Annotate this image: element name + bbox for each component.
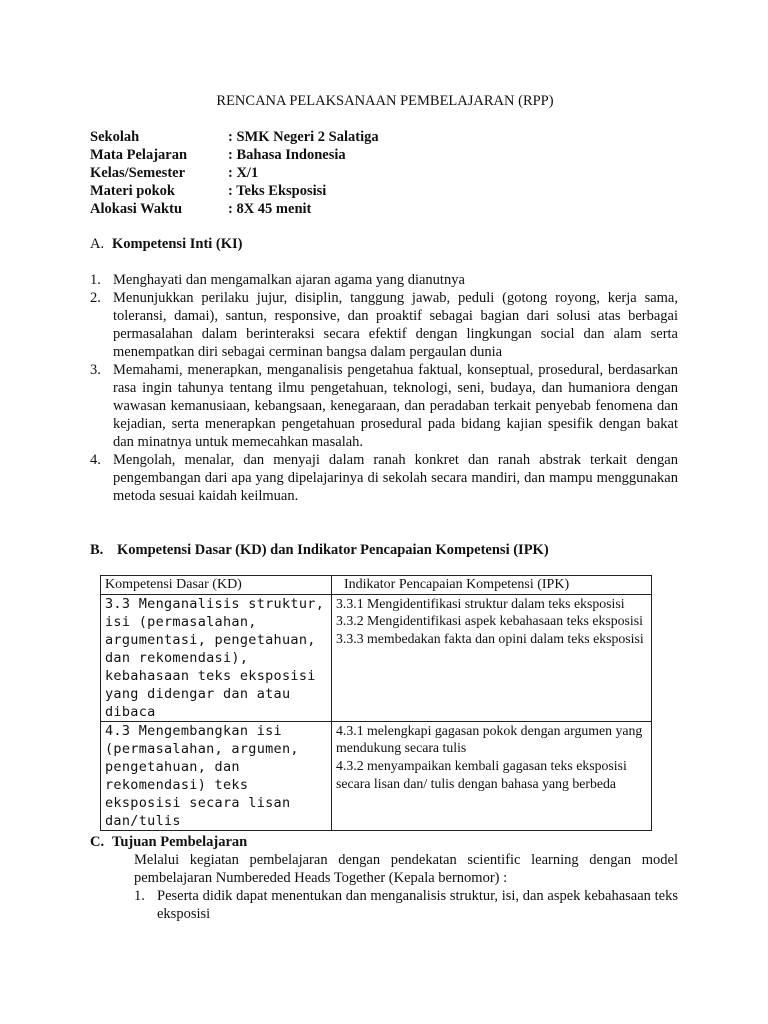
list-item xyxy=(90,271,678,289)
info-value: : Bahasa Indonesia xyxy=(228,147,346,163)
section-letter: B. xyxy=(90,542,104,558)
kd-cell xyxy=(101,594,332,721)
table-header-ipk: Indikator Pencapaian Kompetensi (IPK) xyxy=(332,576,652,595)
info-label: Sekolah xyxy=(90,129,140,145)
info-label: Mata Pelajaran xyxy=(90,147,188,163)
info-row-mata-pelajaran xyxy=(90,146,379,164)
list-text: Memahami, menerapkan, menganalisis pengetahua faktual, konseptual, prosedural, berdasarkan rasa ingin tahunya tentang ilmu pengetahuan, teknologi, seni, budaya, dan humaniora dengan wawasan kemanusiaan, kebangsaan, kenegaraan, dan peradaban terkait penyebab fenomena dan kejadian, serta menerapkan pengetahuan prosedural pada bidang kajian spesifik dengan bakat dan minatnya untuk memecahkan masalah. xyxy=(113,362,678,450)
section-letter: A. xyxy=(90,236,105,252)
kd-cell xyxy=(101,721,332,830)
ipk-item: 4.3.2 menyampaikan kembali gagasan teks eksposisi secara lisan dan/ tulis dengan bahasa yang berbeda xyxy=(336,758,627,791)
info-block xyxy=(90,128,379,218)
tujuan-intro: Melalui kegiatan pembelajaran dengan pendekatan scientific learning dengan model pembelajaran Numbereded Heads Together (Kepala bernomor) : xyxy=(134,852,678,886)
list-number: 4. xyxy=(90,452,101,468)
info-value: : SMK Negeri 2 Salatiga xyxy=(228,129,379,145)
list-text: Menunjukkan perilaku jujur, disiplin, tanggung jawab, peduli (gotong royong, kerja sama, toleransi, damai), santun, responsive, dan proaktif sebagai bagian dari solusi atas berbagai permasalahan dalam berinteraksi secara efektif dengan lingkungan social dan alam serta menempatkan diri sebagai cerminan bangsa dalam pergaulan dunia xyxy=(113,290,678,360)
table-row xyxy=(101,721,652,830)
ki-list xyxy=(90,271,678,505)
section-title: Kompetensi Inti (KI) xyxy=(112,236,243,252)
list-item xyxy=(90,451,678,505)
list-text: Mengolah, menalar, dan menyaji dalam ranah konkret dan ranah abstrak terkait dengan pengembangan dari apa yang dipelajarinya di sekolah secara mandiri, dan mampu menggunakan metoda sesuai kaidah keilmuan. xyxy=(113,452,678,504)
list-number: 1. xyxy=(134,888,145,904)
section-a-heading xyxy=(90,235,243,253)
list-number: 3. xyxy=(90,362,101,378)
list-number: 1. xyxy=(90,272,101,288)
list-item xyxy=(134,887,678,923)
kd-text: 3.3 Menganalisis struktur, isi (permasalahan, argumentasi, pengetahuan, dan rekomendasi), kebahasaan teks eksposisi yang didengar dan atau dibaca xyxy=(105,595,325,720)
table-row xyxy=(101,594,652,721)
section-c-heading xyxy=(90,833,247,851)
ipk-item: 3.3.1 Mengidentifikasi struktur dalam teks eksposisi xyxy=(336,595,625,611)
kd-text: 4.3 Mengembangkan isi (permasalahan, argumen, pengetahuan, dan rekomendasi) teks eksposisi secara lisan dan/tulis xyxy=(105,722,299,829)
kd-ipk-table xyxy=(100,575,652,831)
section-letter: C. xyxy=(90,834,105,850)
info-value: : 8X 45 menit xyxy=(228,201,312,217)
ipk-item: 4.3.1 melengkapi gagasan pokok dengan argumen yang mendukung secara tulis xyxy=(336,722,643,756)
info-row-alokasi-waktu xyxy=(90,200,379,218)
ipk-item: 3.3.3 membedakan fakta dan opini dalam teks eksposisi xyxy=(336,631,644,647)
info-label: Alokasi Waktu xyxy=(90,201,183,217)
list-text: Peserta didik dapat menentukan dan menganalisis struktur, isi, dan aspek kebahasaan teks eksposisi xyxy=(157,888,678,922)
info-value: : Teks Eksposisi xyxy=(228,183,327,199)
ipk-cell xyxy=(332,721,652,830)
list-text: Menghayati dan mengamalkan ajaran agama yang dianutnya xyxy=(113,272,465,288)
section-title: Kompetensi Dasar (KD) dan Indikator Pencapaian Kompetensi (IPK) xyxy=(117,542,549,558)
list-item xyxy=(90,289,678,361)
info-row-sekolah xyxy=(90,128,379,146)
section-b-heading xyxy=(90,541,549,559)
tujuan-list xyxy=(134,887,678,923)
list-number: 2. xyxy=(90,290,101,306)
section-title: Tujuan Pembelajaran xyxy=(112,834,248,850)
info-value: : X/1 xyxy=(228,165,259,181)
ipk-item: 3.3.2 Mengidentifikasi aspek kebahasaan teks eksposisi xyxy=(336,613,643,629)
info-label: Kelas/Semester xyxy=(90,165,186,181)
ipk-cell xyxy=(332,594,652,721)
list-item xyxy=(90,361,678,451)
info-row-materi-pokok xyxy=(90,182,379,200)
table-header-row xyxy=(101,576,652,595)
info-label: Materi pokok xyxy=(90,183,175,199)
document-title: RENCANA PELAKSANAAN PEMBELAJARAN (RPP) xyxy=(216,93,554,109)
table-header-kd: Kompetensi Dasar (KD) xyxy=(101,576,332,595)
info-row-kelas-semester xyxy=(90,164,379,182)
